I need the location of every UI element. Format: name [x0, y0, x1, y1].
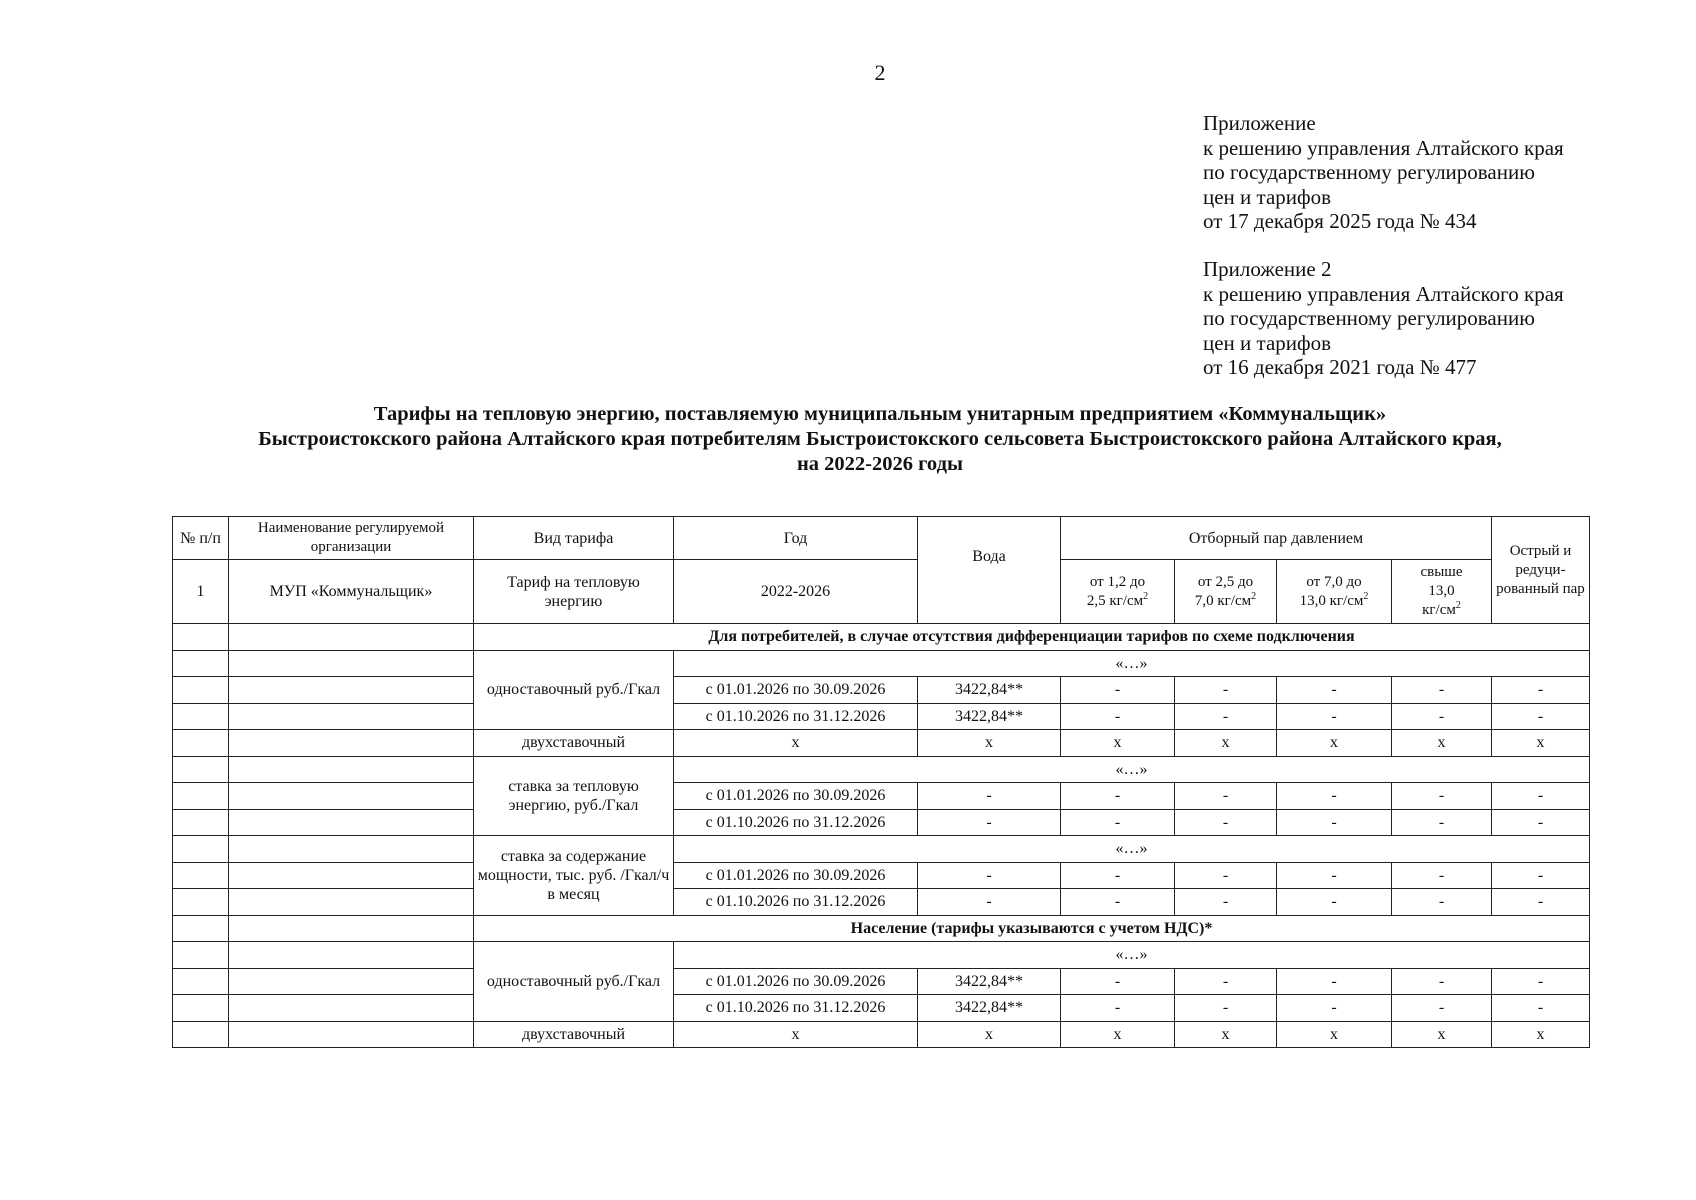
- cell-empty: [173, 650, 229, 677]
- pressure-3-a: от 7,0 до: [1306, 573, 1362, 590]
- header-pressure-1: [1061, 560, 1175, 624]
- table-row: [173, 968, 1590, 995]
- title-line: Быстроистокского района Алтайского края потребителям Быстроистокского сельсовета Быстроистокского района Алтайского края,: [258, 428, 1502, 450]
- appendix-current-line: от 17 декабря 2025 года № 434: [1203, 209, 1477, 233]
- org-tariff: Тариф на тепловую энергию: [474, 560, 674, 624]
- table-row: [173, 809, 1590, 836]
- pressure-4-sup: 2: [1455, 600, 1461, 611]
- cell-empty: [173, 862, 229, 889]
- cross-cell: х: [1277, 1021, 1392, 1048]
- header-water: Вода: [918, 517, 1061, 624]
- price-cell: 3422,84**: [918, 995, 1061, 1022]
- header-pressure-4: [1392, 560, 1492, 624]
- dash-cell: -: [1175, 889, 1277, 916]
- period-cell: с 01.10.2026 по 31.12.2026: [674, 809, 918, 836]
- dash-cell: -: [1061, 968, 1175, 995]
- appendix-original-line: цен и тарифов: [1203, 330, 1332, 355]
- two-rate-label: двухставочный: [474, 730, 674, 757]
- dash-cell: -: [1061, 809, 1175, 836]
- appendix-current-line: к решению управления Алтайского края: [1203, 135, 1564, 160]
- table-row: [173, 942, 1590, 969]
- appendix-original-line: от 16 декабря 2021 года № 477: [1203, 355, 1477, 379]
- cell-empty: [173, 703, 229, 730]
- cell-empty: [229, 862, 474, 889]
- appendix-original-line: по государственному регулированию: [1203, 306, 1535, 330]
- price-cell: 3422,84**: [918, 677, 1061, 704]
- period-cell: с 01.01.2026 по 30.09.2026: [674, 677, 918, 704]
- document-title: [150, 402, 1610, 477]
- dash-cell: -: [1175, 862, 1277, 889]
- table-row: [173, 677, 1590, 704]
- org-years: 2022-2026: [674, 560, 918, 624]
- header-year: Год: [674, 517, 918, 560]
- cross-cell: х: [1277, 730, 1392, 757]
- price-cell: 3422,84**: [918, 968, 1061, 995]
- period-cell: с 01.01.2026 по 30.09.2026: [674, 783, 918, 810]
- header-tariff-type: Вид тарифа: [474, 517, 674, 560]
- ellipsis-cell: «…»: [674, 756, 1590, 783]
- dash-cell: -: [1061, 889, 1175, 916]
- header-org: Наименование регулируемой организации: [229, 517, 474, 560]
- ellipsis-cell: «…»: [674, 836, 1590, 863]
- period-cell: с 01.01.2026 по 30.09.2026: [674, 968, 918, 995]
- dash-cell: -: [1392, 783, 1492, 810]
- page-number: 2: [874, 60, 886, 85]
- cell-empty: [173, 677, 229, 704]
- cell-empty: [229, 809, 474, 836]
- appendix-current-line: по государственному регулированию: [1203, 160, 1535, 184]
- dash-cell: -: [1392, 703, 1492, 730]
- table-row: [173, 783, 1590, 810]
- dash-cell: -: [1277, 889, 1392, 916]
- header-num: № п/п: [173, 517, 229, 560]
- tariff-table: [172, 516, 1590, 1048]
- dash-cell: -: [1392, 809, 1492, 836]
- period-cell: с 01.10.2026 по 31.12.2026: [674, 703, 918, 730]
- pressure-3-sup: 2: [1363, 590, 1369, 602]
- cell-empty: [173, 942, 229, 969]
- dash-cell: -: [1492, 889, 1590, 916]
- header-pressure-2: [1175, 560, 1277, 624]
- cell-empty: [229, 650, 474, 677]
- dash-cell: -: [1492, 995, 1590, 1022]
- dash-cell: -: [1061, 783, 1175, 810]
- dash-cell: -: [1175, 703, 1277, 730]
- dash-cell: -: [1061, 677, 1175, 704]
- cell-empty: [173, 1021, 229, 1048]
- table-row: [173, 756, 1590, 783]
- table-row: [173, 995, 1590, 1022]
- dash-cell: -: [1492, 703, 1590, 730]
- cell-empty: [229, 915, 474, 942]
- table-row: [173, 730, 1590, 757]
- pressure-1-b: 2,5 кг/см: [1086, 592, 1144, 609]
- header-pressure-3: [1277, 560, 1392, 624]
- appendix-original-line: Приложение 2: [1203, 257, 1332, 281]
- dash-cell: -: [1392, 677, 1492, 704]
- cell-empty: [173, 756, 229, 783]
- cross-cell: х: [1392, 1021, 1492, 1048]
- org-row: [173, 560, 1590, 624]
- cell-empty: [173, 995, 229, 1022]
- pressure-1-a: от 1,2 до: [1089, 573, 1146, 590]
- cell-empty: [229, 968, 474, 995]
- dash-cell: -: [1277, 703, 1392, 730]
- pressure-4-a: свыше: [1420, 564, 1463, 580]
- cross-cell: х: [1392, 730, 1492, 757]
- dash-cell: -: [1392, 889, 1492, 916]
- section-title: Для потребителей, в случае отсутствия дифференциации тарифов по схеме подключения: [474, 624, 1590, 651]
- table-row: [173, 703, 1590, 730]
- header-steam-group: Отборный пар давлением: [1061, 517, 1492, 560]
- cell-empty: [173, 809, 229, 836]
- table-row: [173, 1021, 1590, 1048]
- dash-cell: -: [1492, 783, 1590, 810]
- one-rate-label: одноставочный руб./Гкал: [474, 942, 674, 1022]
- pressure-1-sup: 2: [1143, 590, 1149, 602]
- period-cell: с 01.01.2026 по 30.09.2026: [674, 862, 918, 889]
- dash-cell: -: [1277, 809, 1392, 836]
- dash-cell: -: [918, 862, 1061, 889]
- dash-cell: -: [1392, 862, 1492, 889]
- dash-cell: -: [1175, 809, 1277, 836]
- cell-empty: [173, 836, 229, 863]
- org-name: МУП «Коммунальщик»: [229, 560, 474, 624]
- dash-cell: -: [1277, 862, 1392, 889]
- appendix-original-block: [1203, 257, 1564, 380]
- table-row: [173, 862, 1590, 889]
- cross-cell: х: [918, 1021, 1061, 1048]
- dash-cell: -: [1392, 995, 1492, 1022]
- dash-cell: -: [1277, 995, 1392, 1022]
- dash-cell: -: [1492, 968, 1590, 995]
- cell-empty: [173, 730, 229, 757]
- table-row: [173, 650, 1590, 677]
- cell-empty: [173, 783, 229, 810]
- one-rate-label: одноставочный руб./Гкал: [474, 650, 674, 730]
- cell-empty: [229, 889, 474, 916]
- dash-cell: -: [1175, 995, 1277, 1022]
- cross-cell: х: [1175, 730, 1277, 757]
- dash-cell: -: [1175, 677, 1277, 704]
- section-row: [173, 624, 1590, 651]
- cell-empty: [229, 1021, 474, 1048]
- cross-cell: х: [1492, 730, 1590, 757]
- cell-empty: [229, 703, 474, 730]
- section-title: Население (тарифы указываются с учетом НДС)*: [474, 915, 1590, 942]
- cell-empty: [173, 968, 229, 995]
- cross-cell: х: [674, 1021, 918, 1048]
- dash-cell: -: [1277, 968, 1392, 995]
- table-row: [173, 836, 1590, 863]
- dash-cell: -: [1277, 677, 1392, 704]
- dash-cell: -: [1392, 968, 1492, 995]
- cell-empty: [173, 624, 229, 651]
- title-line: на 2022-2026 годы: [797, 453, 963, 475]
- cell-empty: [229, 942, 474, 969]
- cell-empty: [229, 995, 474, 1022]
- dash-cell: -: [918, 809, 1061, 836]
- pressure-2-b: 7,0 кг/см: [1194, 592, 1252, 609]
- dash-cell: -: [918, 889, 1061, 916]
- cell-empty: [229, 756, 474, 783]
- table-row: [173, 889, 1590, 916]
- dash-cell: -: [918, 783, 1061, 810]
- dash-cell: -: [1061, 995, 1175, 1022]
- two-rate-label: двухставочный: [474, 1021, 674, 1048]
- cell-empty: [229, 677, 474, 704]
- cell-empty: [173, 889, 229, 916]
- cell-empty: [229, 783, 474, 810]
- cross-cell: х: [1061, 730, 1175, 757]
- cross-cell: х: [1492, 1021, 1590, 1048]
- cell-empty: [173, 915, 229, 942]
- cell-empty: [229, 836, 474, 863]
- appendix-original-line: к решению управления Алтайского края: [1203, 281, 1564, 306]
- period-cell: с 01.10.2026 по 31.12.2026: [674, 995, 918, 1022]
- ellipsis-cell: «…»: [674, 942, 1590, 969]
- heat-rate-label: ставка за тепловую энергию, руб./Гкал: [474, 756, 674, 836]
- dash-cell: -: [1175, 968, 1277, 995]
- dash-cell: -: [1061, 703, 1175, 730]
- dash-cell: -: [1492, 809, 1590, 836]
- table-header-row: [173, 517, 1590, 560]
- cell-empty: [229, 624, 474, 651]
- cross-cell: х: [1061, 1021, 1175, 1048]
- org-num: 1: [173, 560, 229, 624]
- cross-cell: х: [674, 730, 918, 757]
- appendix-current-block: [1203, 111, 1564, 234]
- pressure-2-sup: 2: [1251, 590, 1257, 602]
- pressure-4-b: 13,0: [1428, 583, 1455, 599]
- ellipsis-cell: «…»: [674, 650, 1590, 677]
- appendix-current-line: цен и тарифов: [1203, 184, 1332, 209]
- dash-cell: -: [1061, 862, 1175, 889]
- cross-cell: х: [918, 730, 1061, 757]
- pressure-2-a: от 2,5 до: [1197, 573, 1254, 590]
- price-cell: 3422,84**: [918, 703, 1061, 730]
- cell-empty: [229, 730, 474, 757]
- period-cell: с 01.10.2026 по 31.12.2026: [674, 889, 918, 916]
- dash-cell: -: [1492, 677, 1590, 704]
- pressure-3-b: 13,0 кг/см: [1299, 592, 1364, 609]
- appendix-current-line: Приложение: [1203, 111, 1316, 135]
- pressure-4-c: кг/см: [1422, 602, 1456, 618]
- cross-cell: х: [1175, 1021, 1277, 1048]
- capacity-rate-label: ставка за содержание мощности, тыс. руб. /Гкал/ч в месяц: [474, 836, 674, 916]
- dash-cell: -: [1175, 783, 1277, 810]
- title-line: Тарифы на тепловую энергию, поставляемую муниципальным унитарным предприятием «Коммунальщик»: [373, 403, 1387, 425]
- header-sharp-steam: Острый и редуци-рованный пар: [1492, 517, 1590, 624]
- dash-cell: -: [1492, 862, 1590, 889]
- dash-cell: -: [1277, 783, 1392, 810]
- section-row: [173, 915, 1590, 942]
